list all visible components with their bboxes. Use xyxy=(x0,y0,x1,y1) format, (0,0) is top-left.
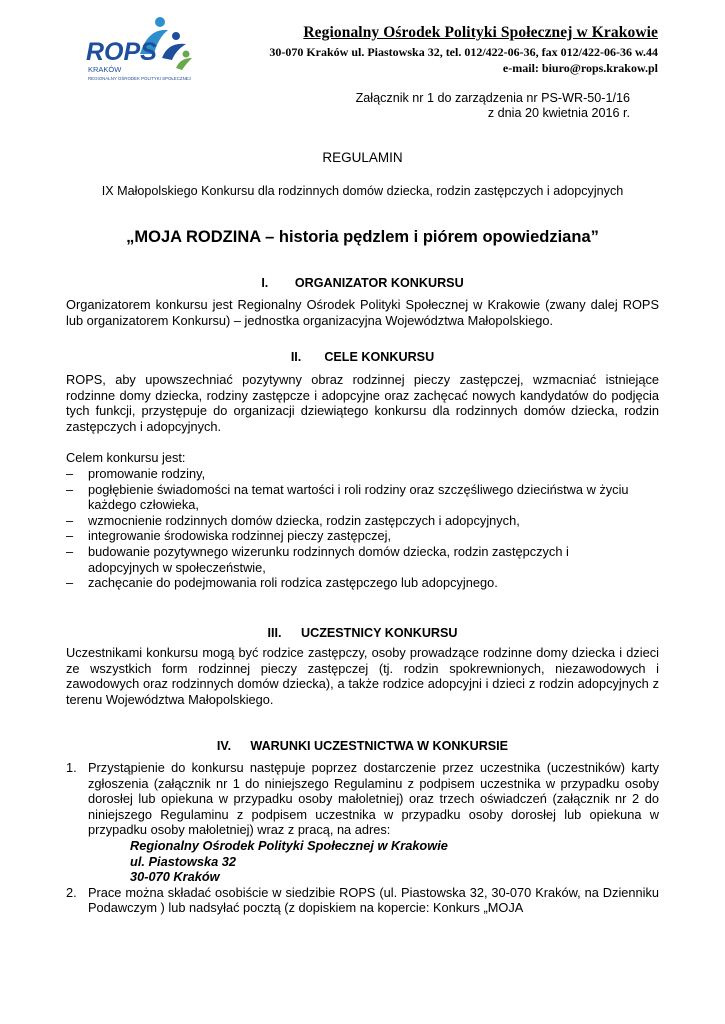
mailing-address xyxy=(66,838,659,885)
list-item xyxy=(66,482,666,513)
section-heading-2 xyxy=(0,350,725,364)
attachment-line-1: Załącznik nr 1 do zarządzenia nr PS-WR-50-1/16 xyxy=(355,91,630,105)
section-title: ORGANIZATOR KONKURSU xyxy=(294,276,464,290)
doc-subtitle: IX Małopolskiego Konkursu dla rodzinnych domów dziecka, rodzin zastępczych i adopcyjnych xyxy=(101,184,624,198)
address-line-3: 30-070 Kraków xyxy=(130,869,220,885)
section-number: III. xyxy=(267,626,282,640)
list-item-text: promowanie rodziny, xyxy=(88,466,206,481)
list-item-text: wzmocnienie rodzinnych domów dziecka, rodzin zastępczych i adopcyjnych, xyxy=(88,512,520,528)
list-item xyxy=(66,528,666,544)
list-item-text: zachęcanie do podejmowania roli rodzica zastępczego lub adopcyjnego. xyxy=(88,575,498,591)
org-email: e-mail: biuro@rops.krakow.pl xyxy=(502,61,658,75)
section-heading-4 xyxy=(0,739,725,753)
section-heading-3 xyxy=(0,626,725,640)
dash-bullet: – xyxy=(66,512,74,528)
list-item xyxy=(66,575,666,591)
doc-title: „MOJA RODZINA – historia pędzlem i piórem opowiedziana” xyxy=(126,228,599,246)
attachment-note xyxy=(356,91,630,121)
address-line-1: Regionalny Ośrodek Polityki Społecznej w Krakowie xyxy=(130,837,448,853)
section-2-text xyxy=(66,372,659,434)
item-text: Przystąpienie do konkursu następuje poprzez dostarczenie przez uczestnika (uczestników) karty zgłoszenia (załącznik nr 1 do niniejszego Regulaminu z podpisem uczestnika w przypadku osoby dorosłej lub opiekuna w przypadku osoby małoletniej) oraz trzech oświadczeń (załącznik nr 2 do niniejszego Regulaminu z podpisem uczestnika w przypadku osoby dorosłej lub opiekuna w przypadku osoby małoletniej) wraz z pracą, na adres: xyxy=(88,760,659,838)
org-address: 30-070 Kraków ul. Piastowska 32, tel. 012/422-06-36, fax 012/422-06-36 w.44 xyxy=(269,45,658,59)
logo-city: KRAKÓW xyxy=(88,65,122,74)
item-number: 2. xyxy=(66,884,77,900)
letterhead xyxy=(269,24,658,76)
list-item xyxy=(66,513,666,529)
item-text: Prace można składać osobiście w siedzibie ROPS (ul. Piastowska 32, 30-070 Kraków, na Dzienniku Podawczym ) lub nadsyłać pocztą (z dopiskiem na kopercie: Konkurs „MOJA xyxy=(88,884,659,916)
address-line-2: ul. Piastowska 32 xyxy=(130,853,236,869)
paragraph: Organizatorem konkursu jest Regionalny Ośrodek Polityki Społecznej w Krakowie (zwany dalej ROPS lub organizatorem Konkursu) – jednostka organizacyjna Województwa Małopolskiego. xyxy=(66,297,659,328)
section-title: CELE KONKURSU xyxy=(324,350,435,364)
list-item-text: budowanie pozytywnego wizerunku rodzinnych domów dziecka, rodzin zastępczych i adopcyjnych w społeczeństwie, xyxy=(88,543,569,575)
numbered-item xyxy=(66,885,659,916)
dash-bullet: – xyxy=(66,528,74,544)
item-number: 1. xyxy=(66,760,77,775)
numbered-item xyxy=(66,760,659,838)
section-heading-1 xyxy=(0,276,725,290)
conditions-list xyxy=(66,760,659,916)
list-item-text: pogłębienie świadomości na temat wartości i roli rodziny oraz szczęśliwego dzieciństwa w życiu każdego człowieka, xyxy=(88,481,629,513)
doc-heading: REGULAMIN xyxy=(322,150,403,165)
org-name: Regionalny Ośrodek Polityki Społecznej w Krakowie xyxy=(303,24,658,41)
attachment-line-2: z dnia 20 kwietnia 2016 r. xyxy=(487,106,630,120)
dash-bullet: – xyxy=(66,481,74,497)
list-item-text: integrowanie środowiska rodzinnej pieczy zastępczej, xyxy=(88,528,392,544)
section-number: I. xyxy=(261,276,269,290)
section-number: IV. xyxy=(216,739,232,753)
section-1-text xyxy=(66,297,659,328)
goals-intro xyxy=(66,450,659,466)
logo-tagline: REGIONALNY OŚRODEK POLITYKI SPOŁECZNEJ xyxy=(88,76,191,81)
logo-brand: ROPS xyxy=(86,38,157,66)
paragraph: ROPS, aby upowszechniać pozytywny obraz rodzinnej pieczy zastępczej, wzmacniać istniejące rodzinne domy dziecka, rodziny zastępcze i adopcyjne oraz zachęcać nowych kandydatów do podjęcia tych funkcji, przystępuje do organizacji dziewiątego konkursu dla rodzinnych domów dziecka, rodzin zastępczych i adopcyjnych. xyxy=(66,372,659,434)
rops-logo xyxy=(82,14,232,86)
section-title: UCZESTNICY KONKURSU xyxy=(301,626,458,640)
rops-logo-graphic xyxy=(82,14,232,86)
dash-bullet: – xyxy=(66,575,74,591)
dash-bullet: – xyxy=(66,466,74,481)
section-number: II. xyxy=(290,350,302,364)
paragraph: Uczestnikami konkursu mogą być rodzice zastępczy, osoby prowadzące rodzinne domy dziecka i dzieci ze wszystkich form rodzinnej pieczy zastępczej (tj. rodzin spokrewnionych, niezawodowych i zawodowych oraz rodzinnych domów dziecka), a także rodzice adopcyjni i dzieci z rodzin adopcyjnych z terenu Województwa Małopolskiego. xyxy=(66,645,659,707)
section-title: WARUNKI UCZESTNICTWA W KONKURSIE xyxy=(250,739,509,753)
list-item xyxy=(66,466,666,482)
list-item xyxy=(66,544,608,575)
dash-bullet: – xyxy=(66,543,74,559)
paragraph: Celem konkursu jest: xyxy=(66,450,186,465)
section-3-text xyxy=(66,645,659,707)
goals-list xyxy=(66,466,666,591)
